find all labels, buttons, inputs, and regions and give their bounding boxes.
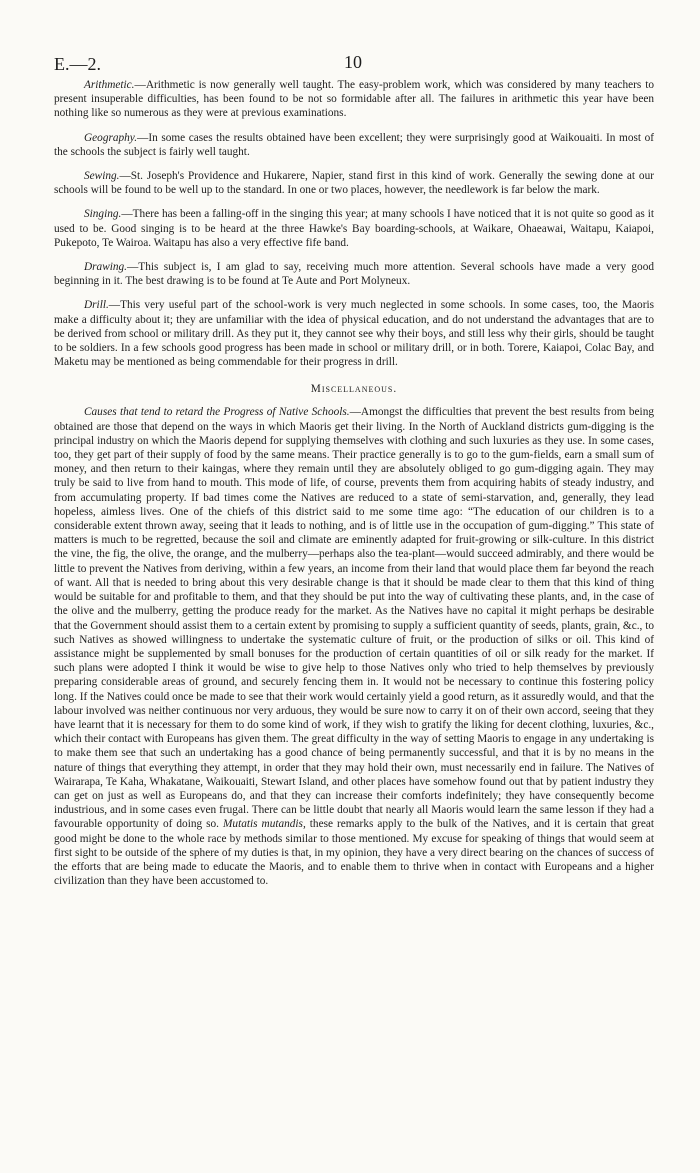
paragraph-lead: Drawing. xyxy=(84,261,127,274)
paragraph-lead: Arithmetic. xyxy=(84,79,135,91)
paragraph-geography xyxy=(54,131,654,159)
section-heading-miscellaneous: Miscellaneous. xyxy=(310,383,398,396)
paragraph-causes xyxy=(54,405,654,888)
paragraph-text: —This subject is, I am glad to say, receiving much more attention. Several schools have made a very good beginning in it. The best drawing is to be found at Te Aute and Port Molyneux. xyxy=(54,261,654,288)
paragraph-text: —There has been a falling-off in the singing this year; at many schools I have noticed that it is not quite so good as it used to be. Good singing is to be heard at the three Hawke's Bay boarding-schools, at Waikare, Ohaeawai, Waitapu, Kaiapoi, Pukepoto, Te Wairoa. Waitapu has also a very effective fife band. xyxy=(54,208,654,249)
paragraph-lead: Sewing. xyxy=(84,170,120,183)
document-page xyxy=(54,44,654,888)
paragraph-text: —St. Joseph's Providence and Hukarere, Napier, stand first in this kind of work. Generally the sewing done at our schools will be found to be well up to the standard. In one or two places, however, the needlework is far below the mark. xyxy=(54,170,654,197)
paragraph-singing xyxy=(54,207,654,250)
paragraph-text: —In some cases the results obtained have been excellent; they were surprisingly good at Waikouaiti. In most of the schools the subject is fairly well taught. xyxy=(54,131,654,158)
page-header xyxy=(54,44,654,78)
document-reference: E.—2. xyxy=(54,54,101,74)
latin-phrase: Mutatis mutandis, xyxy=(223,818,306,831)
paragraph-text-continued: these remarks apply to the bulk of the Natives, and it is certain that great good might be done to the whole race by methods similar to those mentioned. My excuse for speaking of things that would seem at first sight to be outside of the sphere of my duties is that, in my opinion, they have a very direct bearing on the chances of success of the efforts that are being made to educate the Maoris, and to enable them to thrive when in contact with Europeans and a higher civilization than they have been accustomed to. xyxy=(54,818,654,888)
paragraph-text: —This very useful part of the school-work is very much neglected in some schools. In some cases, too, the Maoris make a difficulty about it; they are unfamiliar with the idea of physical education, and do not understand the advantages that are to be derived from school or military drill. As they put it, they cannot see why their boys, and still less why their girls, should be taught to be soldiers. In a few schools good progress has been made in school or military drill, or in both. Torere, Kaiapoi, Colac Bay, and Maketu may be mentioned as being commendable for their progress in drill. xyxy=(54,299,654,369)
paragraph-lead: Geography. xyxy=(84,131,138,144)
paragraph-sewing xyxy=(54,169,654,197)
paragraph-lead: Causes that tend to retard the Progress of Native Schools. xyxy=(84,406,350,419)
paragraph-text: —Amongst the difficulties that prevent the best results from being obtained are those that depend on the ways in which Maoris get their living. In the North of Auckland districts gum-digging is the principal industry on which the Maoris depend for supplying themselves with clothing and such luxuries as they use. In some cases, too, they get part of their supply of food by the same means. Their practice generally is to go to the gum-fields, earn a small sum of money, and then return to their kaingas, where they remain until they are absolutely obliged to go gum-digging again. They may truly be said to live from hand to mouth. This mode of life, of course, prevents them from acquiring habits of steady industry, and from accumulating property. If bad times come the Natives are reduced to a state of semi-starvation, and, generally, they lead hopeless, aimless lives. One of the chiefs of this district said to me some time ago: “The education of our children is to a considerable extent thrown away, seeing that it leads to nothing, and is of little use in the occupation of gum-digging.” This state of matters is much to be regretted, because the soil and climate are eminently adapted for fruit-growing or silk-culture. In this district the vine, the fig, the olive, the orange, and the mulberry—perhaps also the tea-plant—would succeed admirably, and there would be little to prevent the Natives from deriving, within a few years, an income from their land that would place them far beyond the reach of want. All that is needed to bring about this very desirable change is that it should be made clear to them that this kind of thing would be suitable for and profitable to them, and that they should be put into the way of cultivating these plants, and, in the case of the olive and the mulberry, getting the produce ready for the market. As the Natives have no capital it might perhaps be desirable that the Government should assist them to a certain extent by promising to supply a sufficient quantity of seeds, plants, grain, &c., to such Natives as showed willingness to undertake the systematic culture of fruit, or the production of silks or oil. This kind of assistance might be supplemented by small bonuses for the production of certain quantities of oil or silk ready for the market. If such plans were adopted I think it would be wise to give help to those Natives only who tried to help themselves by previously preparing considerable areas of ground, and securely fencing them in. It would not be necessary to continue this fostering policy long. If the Natives could once be made to see that their work would certainly yield a good return, as it assuredly would, and that the labour involved was neither continuous nor very arduous, they would be sure now to carry it on of their own accord, seeing that they have learnt that it is necessary for them to do some kind of work, if they wish to gratify the liking for decent clothing, luxuries, &c., which their contact with Europeans has given them. The great difficulty in the way of setting Maoris to engage in any undertaking is to make them see that such an undertaking has a good chance of being permanently successful, and that it is by no means in the nature of things that everything they attempt, in order that they may hold their own, must necessarily end in failure. The Natives of Wairarapa, Te Kaha, Whakatane, Waikouaiti, Stewart Island, and other places have somehow found out that by patient industry they can get on just as well as Europeans do, and that they can increase their comforts indefinitely; they have consequently become industrious, and in some cases even frugal. There can be little doubt that nearly all Maoris would learn the same lesson if they had a favourable opportunity of doing so. xyxy=(54,406,654,831)
paragraph-arithmetic xyxy=(54,78,654,121)
paragraph-lead: Singing. xyxy=(84,208,122,221)
page-number: 10 xyxy=(344,52,362,72)
paragraph-lead: Drill. xyxy=(84,299,109,312)
paragraph-text: —Arithmetic is now generally well taught. The easy-problem work, which was considered by many teachers to present insuperable difficulties, has been found to be not so formidable after all. The failures in arithmetic this year have been nothing like so numerous as they were at previous examinations. xyxy=(54,79,654,120)
paragraph-drawing xyxy=(54,260,654,288)
paragraph-drill xyxy=(54,298,654,369)
